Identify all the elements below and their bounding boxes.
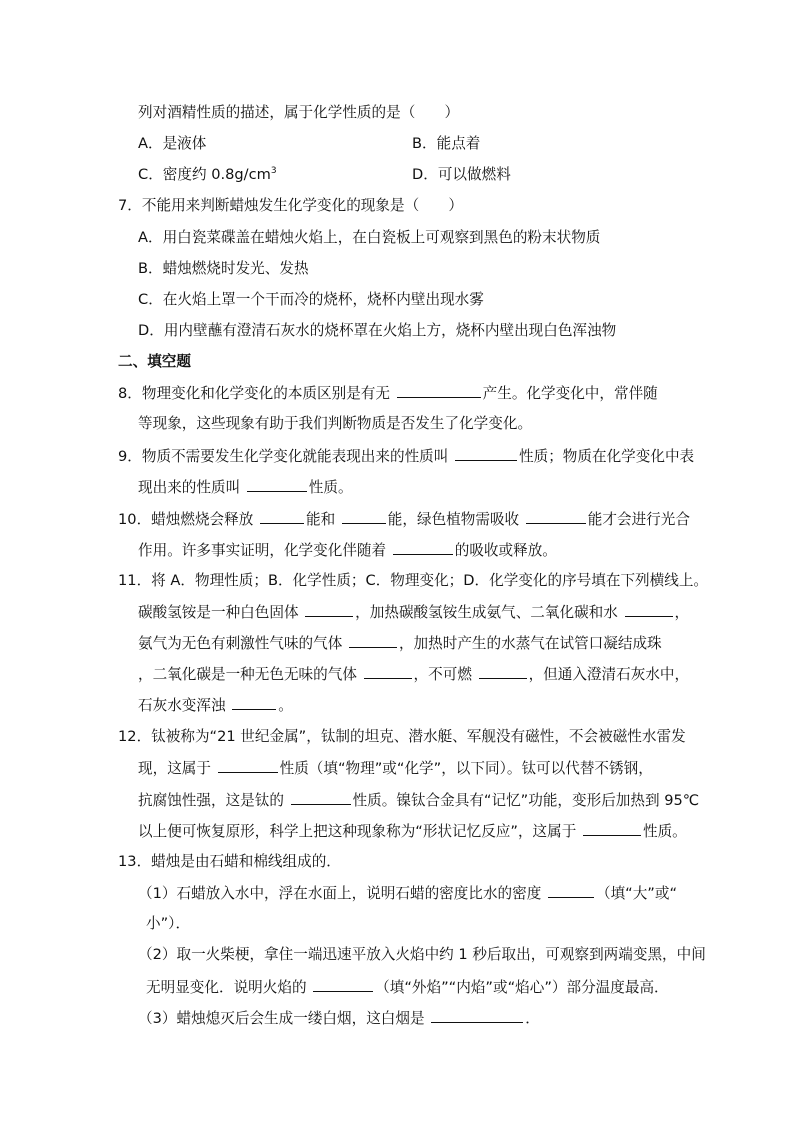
section-heading: 二、填空题	[118, 353, 191, 370]
q13-blank-1[interactable]	[548, 883, 594, 898]
q11-blank-2[interactable]	[625, 602, 673, 617]
q13-part2-line2: 无明显变化．说明火焰的 （填“外焰”“内焰”或“焰心”）部分温度最高．	[146, 979, 669, 996]
q12-line2: 现，这属于 性质（填“物理”或“化学”，以下同）。钛可以代替不锈钢，	[138, 760, 653, 777]
q10-blank-2[interactable]	[342, 509, 386, 524]
q13-part2-line1: （2）取一火柴梗，拿住一端迅速平放入火焰中约 1 秒后取出，可观察到两端变黑，中间	[138, 946, 706, 963]
q6-option-b: B．能点着	[412, 135, 481, 152]
q11-line5: 石灰水变浑浊 。	[138, 697, 293, 714]
q10-blank-1[interactable]	[260, 509, 304, 524]
q7-option-d: D．用内壁蘸有澄清石灰水的烧杯罩在火焰上方，烧杯内壁出现白色浑浊物	[138, 322, 617, 339]
q10-blank-4[interactable]	[393, 540, 453, 555]
q10-line2: 作用。许多事实证明，化学变化伴随着 的吸收或释放。	[138, 542, 557, 559]
q8-line1: 8．物理变化和化学变化的本质区别是有无 产生。化学变化中，常伴随	[118, 385, 658, 402]
q6-option-d: D．可以做燃料	[412, 166, 511, 183]
q11-blank-5[interactable]	[479, 664, 527, 679]
q7-stem: 7．不能用来判断蜡烛发生化学变化的现象是（ ）	[118, 197, 463, 214]
q13-stem: 13．蜡烛是由石蜡和棉线组成的．	[118, 853, 341, 870]
q6-option-a: A．是液体	[138, 135, 207, 152]
q13-part3: （3）蜡烛熄灭后会生成一缕白烟，这白烟是 ．	[138, 1010, 540, 1027]
q11-blank-1[interactable]	[305, 602, 353, 617]
q11-blank-4[interactable]	[364, 664, 412, 679]
q12-blank-3[interactable]	[583, 821, 641, 836]
q11-blank-6[interactable]	[232, 695, 276, 710]
q7-option-b: B．蜡烛燃烧时发光、发热	[138, 260, 309, 277]
q12-line4: 以上便可恢复原形，科学上把这种现象称为“形状记忆反应”，这属于 性质。	[138, 823, 687, 840]
q10-line1: 10．蜡烛燃烧会释放 能和 能，绿色植物需吸收 能才会进行光合	[118, 511, 690, 528]
q12-line3: 抗腐蚀性强，这是钛的 性质。镍钛合金具有“记忆”功能，变形后加热到 95℃	[138, 792, 700, 809]
q6-stem: 列对酒精性质的描述，属于化学性质的是（ ）	[138, 104, 460, 121]
q9-blank-2[interactable]	[247, 477, 307, 492]
q7-option-a: A．用白瓷菜碟盖在蜡烛火焰上，在白瓷板上可观察到黑色的粉末状物质	[138, 229, 601, 246]
q13-part1-line1: （1）石蜡放入水中，浮在水面上，说明石蜡的密度比水的密度 （填“大”或“	[138, 885, 678, 902]
q9-line1: 9．物质不需要发生化学变化就能表现出来的性质叫 性质；物质在化学变化中表	[118, 448, 695, 465]
q13-blank-2[interactable]	[313, 977, 373, 992]
q10-blank-3[interactable]	[526, 509, 586, 524]
q11-line4: ，二氧化碳是一种无色无味的气体 ，不可燃 ，但通入澄清石灰水中，	[138, 666, 690, 683]
q12-blank-1[interactable]	[218, 758, 278, 773]
q12-blank-2[interactable]	[291, 790, 351, 805]
q13-blank-3[interactable]	[431, 1008, 523, 1023]
q8-line2: 等现象，这些现象有助于我们判断物质是否发生了化学变化。	[138, 415, 533, 432]
q9-blank-1[interactable]	[455, 446, 517, 461]
q13-part1-line2: 小”）．	[146, 915, 191, 932]
q6-option-c: C．密度约 $0.8g/cm^3$	[138, 166, 277, 183]
q11-line2: 碳酸氢铵是一种白色固体 ，加热碳酸氢铵生成氨气、二氧化碳和水 ，	[138, 604, 690, 621]
q9-line2: 现出来的性质叫 性质。	[138, 479, 353, 496]
q11-blank-3[interactable]	[349, 633, 397, 648]
q12-line1: 12．钛被称为“21 世纪金属”，钛制的坦克、潜水艇、军舰没有磁性，不会被磁性水雷发	[118, 728, 686, 745]
q8-blank-1[interactable]	[397, 383, 481, 398]
q11-line1: 11．将 A．物理性质；B．化学性质；C．物理变化；D．化学变化的序号填在下列横线上。	[118, 572, 709, 589]
q7-option-c: C．在火焰上罩一个干而冷的烧杯，烧杯内壁出现水雾	[138, 291, 484, 308]
q11-line3: 氨气为无色有刺激性气味的气体 ，加热时产生的水蒸气在试管口凝结成珠	[138, 635, 662, 652]
